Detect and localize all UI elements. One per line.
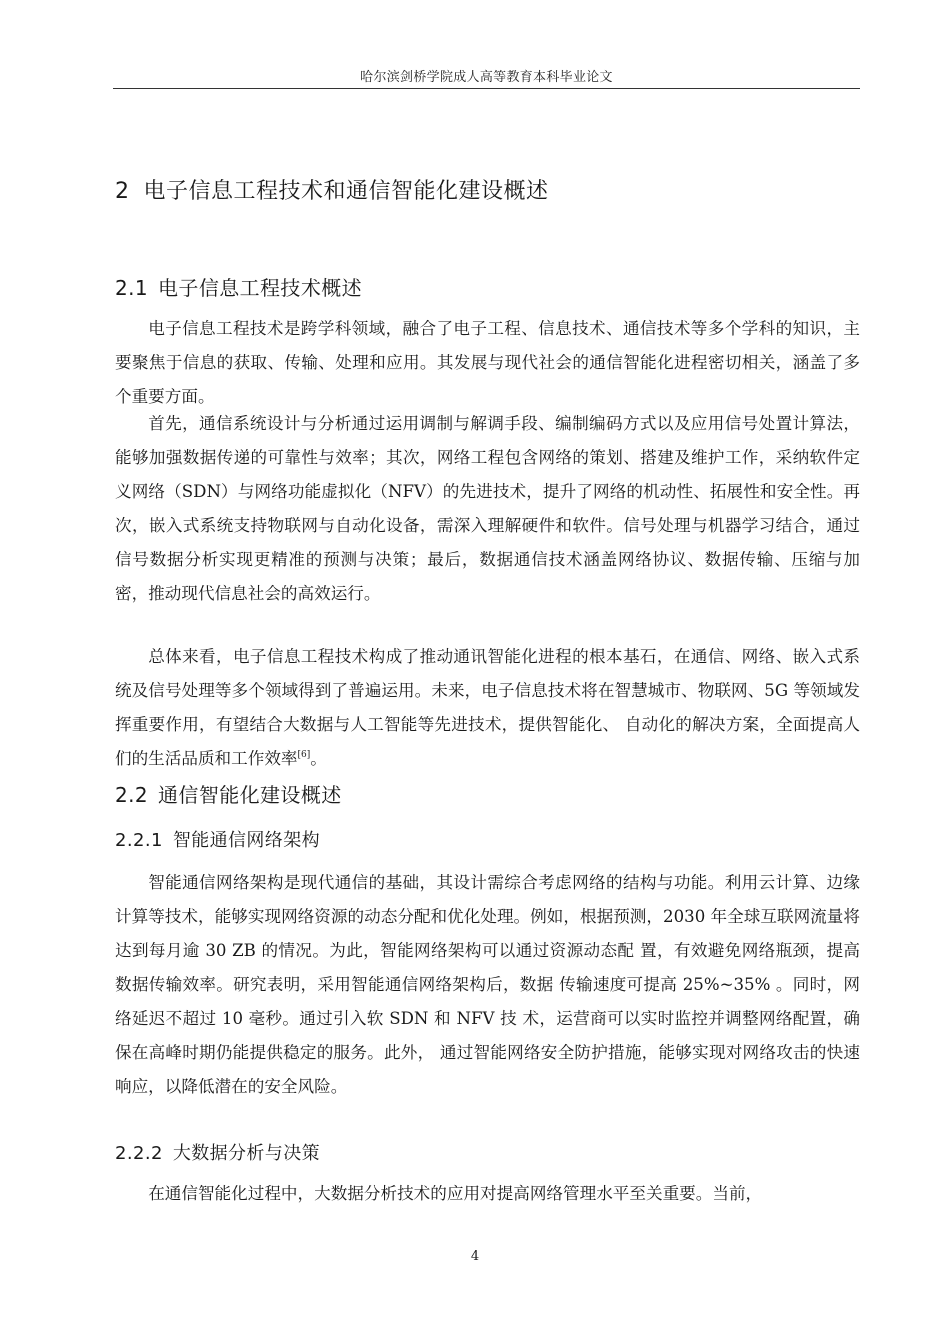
section-number: 2.1 — [115, 276, 149, 300]
body-paragraph: 首先，通信系统设计与分析通过运用调制与解调手段、编制编码方式以及应用信号处置计算法，能够加强数据传递的可靠性与效率；其次，网络工程包含网络的策划、搭建及维护工作，采纳软件定义网络（SDN）与网络功能虚拟化（NFV）的先进技术，提升了网络的机动性、拓展性和安全性。再次，嵌入式系统支持物联网与自动化设备，需深入理解硬件和软件。信号处理与机器学习结合，通过信号数据分析实现更精准的预测与决策；最后，数据通信技术涵盖网络协议、数据传输、压缩与加密，推动现代信息社会的高效运行。 — [115, 414, 860, 603]
subsection-title: 智能通信网络架构 — [172, 830, 321, 851]
header-divider — [113, 88, 860, 89]
section-title: 通信智能化建设概述 — [158, 783, 342, 807]
page-header: 哈尔滨剑桥学院成人高等教育本科毕业论文 — [360, 70, 613, 85]
page-number: 4 — [470, 1249, 480, 1264]
body-paragraph — [115, 640, 860, 776]
subsection-number: 2.2.1 — [115, 830, 163, 851]
subsection-title: 大数据分析与决策 — [172, 1143, 321, 1164]
body-paragraph: 智能通信网络架构是现代通信的基础，其设计需综合考虑网络的结构与功能。利用云计算、边缘计算等技术，能够实现网络资源的动态分配和优化处理。例如，根据预测，2030 年全球互联网流量将达到每月逾 30 ZB 的情况。为此，智能网络架构可以通过资源动态配 置，有效避免网络瓶颈，提高数据传输效率。研究表明，采用智能通信网络架构后，数据 传输速度可提高 25%~35% 。同时，网络延迟不超过 10 毫秒。通过引入软 SDN 和 NFV 技 术，运营商可以实时监控并调整网络配置，确保在高峰时期仍能提供稳定的服务。此外， 通过智能网络安全防护措施，能够实现对网络攻击的快速响应，以降低潜在的安全风险。 — [115, 873, 860, 1096]
chapter-number: 2 — [115, 179, 130, 204]
paragraph-end: 。 — [310, 749, 327, 768]
section-number: 2.2 — [115, 783, 149, 807]
subsection-number: 2.2.2 — [115, 1143, 163, 1164]
section-heading-2-2 — [115, 779, 342, 808]
body-paragraph: 在通信智能化过程中，大数据分析技术的应用对提高网络管理水平至关重要。当前， — [148, 1184, 763, 1203]
body-paragraph: 电子信息工程技术是跨学科领域，融合了电子工程、信息技术、通信技术等多个学科的知识，主要聚焦于信息的获取、传输、处理和应用。其发展与现代社会的通信智能化进程密切相关，涵盖了多个重要方面。 — [115, 319, 860, 406]
chapter-title: 电子信息工程技术和通信智能化建设概述 — [143, 179, 549, 204]
section-title: 电子信息工程技术概述 — [158, 276, 363, 300]
citation-mark: [6] — [297, 750, 311, 760]
chapter-heading — [115, 174, 549, 205]
paragraph-text: 总体来看，电子信息工程技术构成了推动通讯智能化进程的根本基石，在通信、网络、嵌入式系统及信号处理等多个领域得到了普遍运用。未来，电子信息技术将在智慧城市、物联网、5G 等领域发挥重要作用，有望结合大数据与人工智能等先进技术，提供智能化、 自动化的解决方案，全面提高人们的生活品质和工作效率 — [115, 647, 860, 768]
subsection-heading-2-2-2 — [115, 1139, 320, 1165]
section-heading-2-1 — [115, 272, 362, 301]
subsection-heading-2-2-1 — [115, 826, 320, 852]
